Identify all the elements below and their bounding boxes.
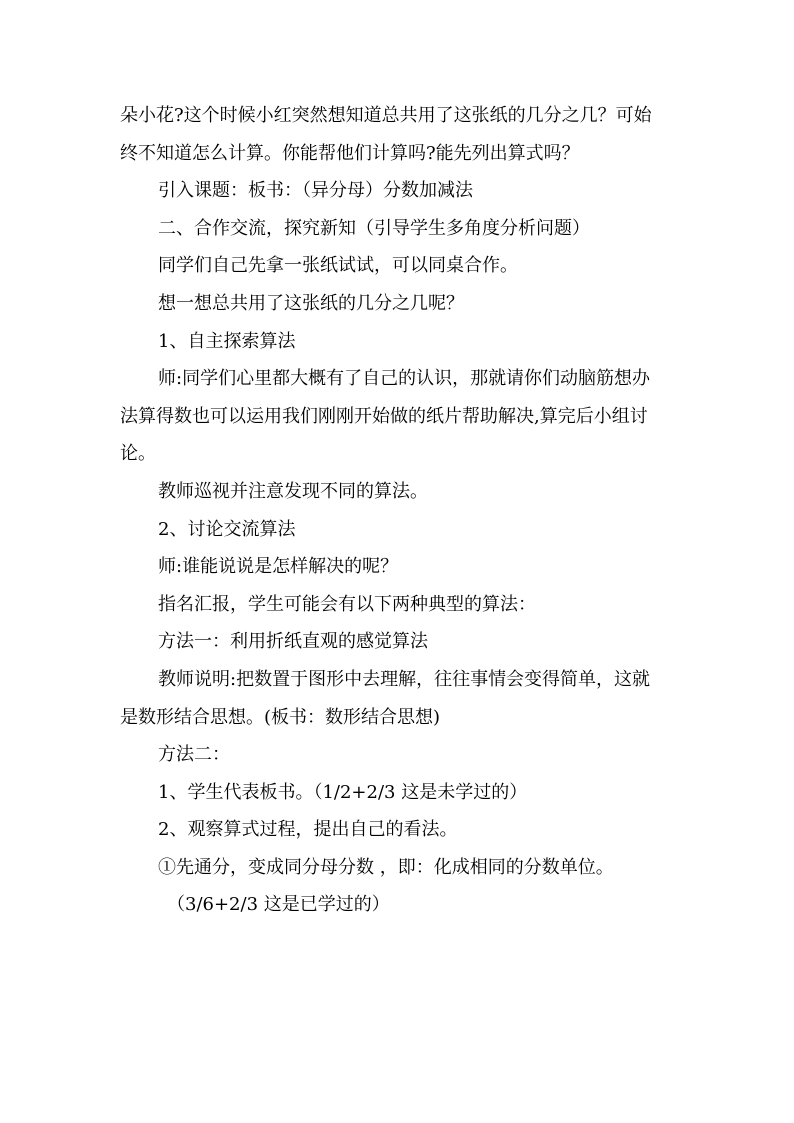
method-heading: 方法二： bbox=[158, 744, 230, 766]
paragraph-line: 师:谁能说说是怎样解决的呢？ bbox=[158, 556, 399, 578]
paragraph-line: 论。 bbox=[120, 443, 156, 465]
subsection-heading: 1、自主探索算法 bbox=[158, 330, 296, 352]
method-heading: 方法一：利用折纸直观的感觉算法 bbox=[158, 631, 428, 653]
subsection-heading: 2、讨论交流算法 bbox=[158, 518, 296, 540]
paragraph-line: 朵小花?这个时候小红突然想知道总共用了这张纸的几分之几？可始 bbox=[120, 105, 652, 126]
paragraph-line: 教师巡视并注意发现不同的算法。 bbox=[158, 480, 428, 502]
lesson-topic-line: 引入课题：板书：（异分母）分数加减法 bbox=[158, 180, 473, 202]
list-item: ①先通分，变成同分母分数 ，即：化成相同的分数单位。 bbox=[158, 856, 614, 878]
document-body bbox=[120, 97, 680, 924]
paragraph-line: （3/6+2/3 这是已学过的） bbox=[167, 894, 390, 916]
section-heading: 二、合作交流，探究新知（引导学生多角度分析问题） bbox=[158, 217, 590, 239]
paragraph-line: 教师说明:把数置于图形中去理解，往往事情会变得简单，这就 bbox=[158, 668, 651, 690]
list-item: 2、观察算式过程，提出自己的看法。 bbox=[158, 819, 458, 841]
paragraph-line: 指名汇报，学生可能会有以下两种典型的算法： bbox=[158, 593, 536, 615]
paragraph-line: 同学们自己先拿一张纸试试，可以同桌合作。 bbox=[158, 255, 518, 277]
paragraph-line: 法算得数也可以运用我们刚刚开始做的纸片帮助解决,算完后小组讨 bbox=[120, 405, 648, 427]
paragraph-line: 是数形结合思想。(板书：数形结合思想) bbox=[120, 706, 441, 728]
paragraph-line: 想一想总共用了这张纸的几分之几呢？ bbox=[158, 292, 464, 314]
paragraph-line: 终不知道怎么计算。你能帮他们计算吗?能先列出算式吗？ bbox=[120, 142, 580, 164]
list-item: 1、学生代表板书。（1/2+2/3 这是未学过的） bbox=[158, 781, 528, 803]
paragraph-line: 师:同学们心里都大概有了自己的认识，那就请你们动脑筋想办 bbox=[158, 368, 651, 390]
